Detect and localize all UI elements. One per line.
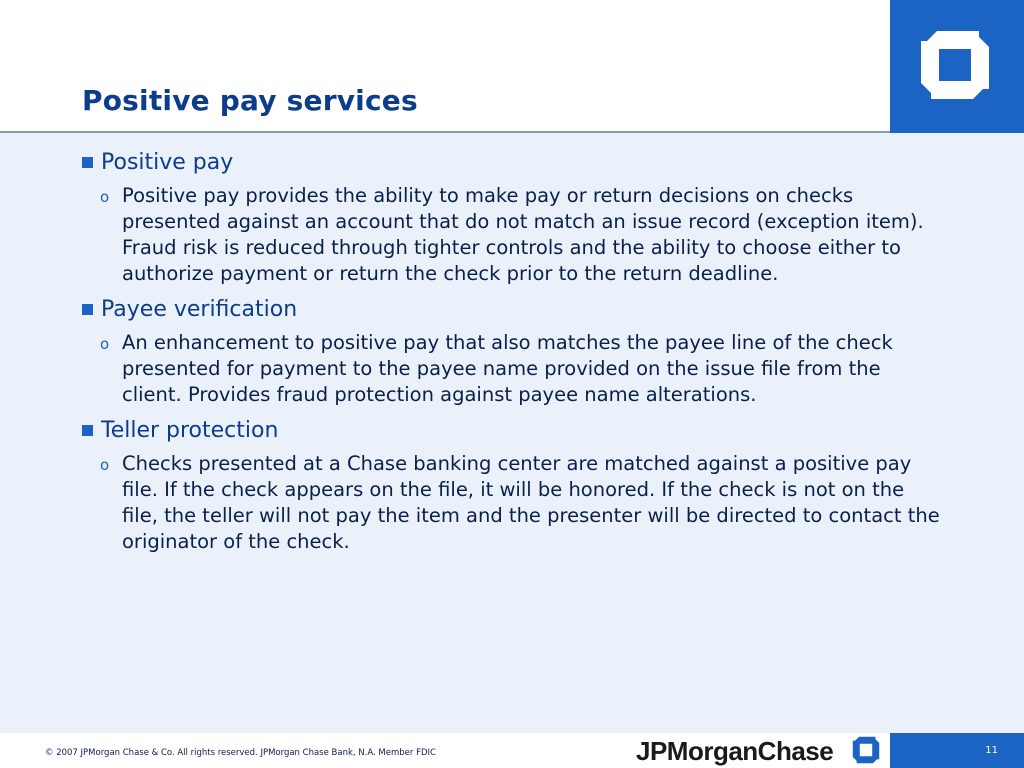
header-divider bbox=[0, 131, 1024, 133]
square-bullet-icon bbox=[82, 304, 93, 315]
bullet-heading: Positive pay bbox=[101, 150, 234, 175]
bullet-row bbox=[82, 297, 942, 322]
bullet-row bbox=[82, 150, 942, 175]
square-bullet-icon bbox=[82, 157, 93, 168]
circle-bullet-icon: o bbox=[100, 456, 110, 474]
sub-bullet-row bbox=[100, 183, 942, 287]
slide-title: Positive pay services bbox=[82, 84, 418, 117]
sub-bullet-row bbox=[100, 330, 942, 408]
bullet-heading: Payee verification bbox=[101, 297, 298, 322]
page-number: 11 bbox=[985, 745, 998, 756]
slide-content bbox=[82, 150, 942, 565]
header-logo-box bbox=[890, 0, 1024, 133]
footer-logo bbox=[852, 736, 880, 768]
bullet-text: An enhancement to positive pay that also matches the payee line of the check presented for payment to the payee name provided on the issue file from the client. Provides fraud protection against payee name alterations. bbox=[122, 331, 893, 406]
bullet-text: Positive pay provides the ability to make pay or return decisions on checks presented against an account that do not match an issue record (exception item). Fraud risk is reduced through tighter controls and the ability to choose either to authorize payment or return the check prior to the return deadline. bbox=[122, 184, 924, 285]
square-bullet-icon bbox=[82, 425, 93, 436]
bullet-heading: Teller protection bbox=[101, 418, 279, 443]
sub-bullet-row bbox=[100, 451, 942, 555]
section-teller-protection bbox=[82, 418, 942, 555]
circle-bullet-icon: o bbox=[100, 188, 110, 206]
chase-octagon-icon bbox=[919, 29, 991, 101]
section-positive-pay bbox=[82, 150, 942, 287]
bullet-text: Checks presented at a Chase banking center are matched against a positive pay file. If the check appears on the file, it will be honored. If the check is not on the file, the teller will not pay the item and the presenter will be directed to contact the originator of the check. bbox=[122, 452, 940, 553]
chase-octagon-icon bbox=[852, 736, 880, 764]
page-number-box bbox=[890, 733, 1024, 768]
copyright-notice: © 2007 JPMorgan Chase & Co. All rights reserved. JPMorgan Chase Bank, N.A. Member FDIC bbox=[45, 748, 436, 758]
brand-wordmark: JPMorganChase bbox=[636, 736, 834, 766]
circle-bullet-icon: o bbox=[100, 335, 110, 353]
bullet-row bbox=[82, 418, 942, 443]
section-payee-verification bbox=[82, 297, 942, 408]
